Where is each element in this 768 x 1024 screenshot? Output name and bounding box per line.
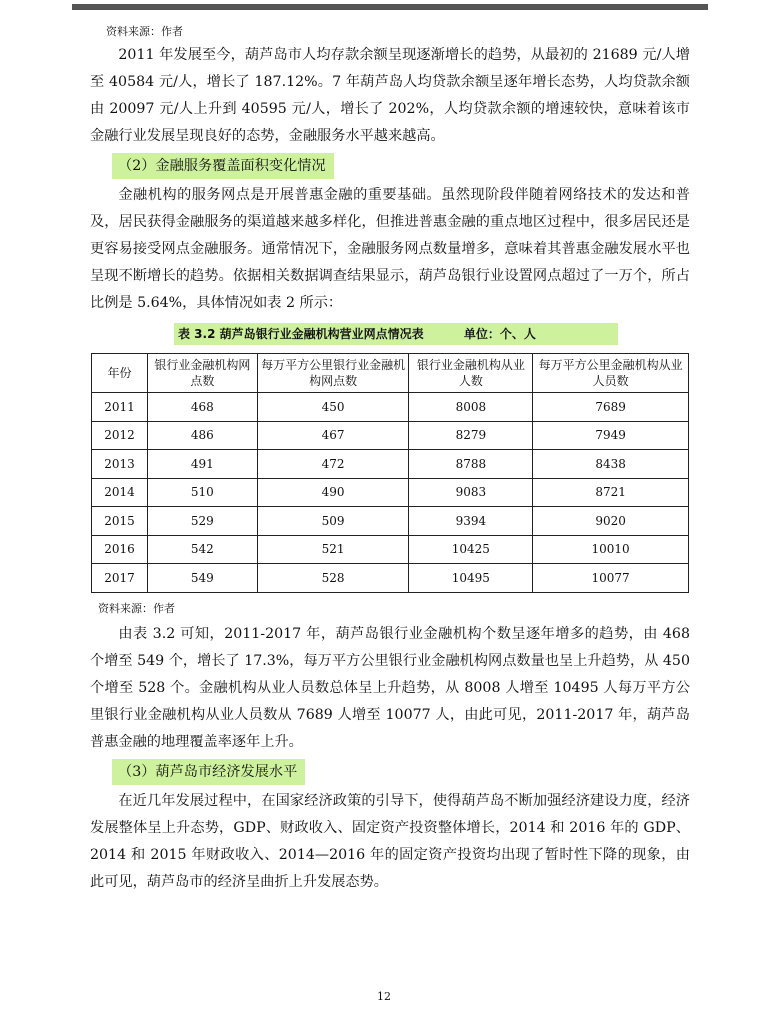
page-number: 12: [377, 990, 391, 1003]
header-employees: 银行业金融机构从业人数: [409, 354, 533, 393]
document-page: [90, 24, 690, 896]
cell-outlets: 491: [147, 450, 257, 479]
source-note: 资料来源：作者: [106, 25, 183, 38]
header-year: 年份: [92, 354, 148, 393]
cell-employees: 10425: [409, 535, 533, 564]
outlets-table: [91, 353, 689, 593]
cell-outlets-per-area: 528: [257, 564, 409, 593]
cell-outlets: 468: [147, 393, 257, 422]
table-row: [92, 535, 689, 564]
table-row: [92, 450, 689, 479]
cell-employees: 10495: [409, 564, 533, 593]
cell-outlets: 486: [147, 421, 257, 450]
cell-employees: 9083: [409, 478, 533, 507]
table-row: [92, 393, 689, 422]
cell-year: 2017: [92, 564, 148, 593]
cell-year: 2013: [92, 450, 148, 479]
cell-outlets: 549: [147, 564, 257, 593]
cell-outlets-per-area: 450: [257, 393, 409, 422]
paragraph-table-analysis: 由表 3.2 可知，2011-2017 年，葫芦岛银行业金融机构个数呈逐年增多的趋势，由 468 个增至 549 个，增长了 17.3%，每万平方公里银行业金融机构网点数量也呈上升趋势，从 450 个增至 528 个。金融机构从业人员数总体呈上升趋势，从 8008 人增至 10495 人每万平方公里银行业金融机构从业人员数从 7689 人增至 10077 人，由此可见，2011-2017 年，葫芦岛普惠金融的地理覆盖率逐年上升。: [90, 625, 690, 750]
cell-employees: 8279: [409, 421, 533, 450]
cell-employees-per-area: 7949: [533, 421, 689, 450]
cell-outlets: 510: [147, 478, 257, 507]
paragraph-deposit-loan: 2011 年发展至今，葫芦岛市人均存款余额呈现逐渐增长的趋势，从最初的 21689 元/人增至 40584 元/人，增长了 187.12%。7 年葫芦岛人均贷款余额呈逐年增长态势，人均贷款余额由 20097 元/人上升到 40595 元/人，增长了 202%，人均贷款余额的增速较快，意味着该市金融行业发展呈现良好的态势，金融服务水平越来越高。: [90, 47, 690, 144]
cell-employees: 8788: [409, 450, 533, 479]
cell-employees-per-area: 8438: [533, 450, 689, 479]
table-header-row: [92, 354, 689, 393]
cell-outlets-per-area: 509: [257, 507, 409, 536]
table-row: [92, 507, 689, 536]
cell-year: 2014: [92, 478, 148, 507]
table-unit: 单位：个、人: [463, 327, 536, 341]
cell-year: 2016: [92, 535, 148, 564]
source-note: 资料来源：作者: [98, 601, 175, 615]
table-row: [92, 478, 689, 507]
cell-employees-per-area: 9020: [533, 507, 689, 536]
cell-outlets-per-area: 467: [257, 421, 409, 450]
cell-year: 2011: [92, 393, 148, 422]
cell-outlets: 542: [147, 535, 257, 564]
cell-employees-per-area: 10010: [533, 535, 689, 564]
cell-employees-per-area: 10077: [533, 564, 689, 593]
table-row: [92, 421, 689, 450]
cell-employees-per-area: 8721: [533, 478, 689, 507]
section-heading-economy: （3）葫芦岛市经济发展水平: [112, 759, 305, 785]
cell-employees: 8008: [409, 393, 533, 422]
cell-outlets-per-area: 521: [257, 535, 409, 564]
cell-year: 2015: [92, 507, 148, 536]
header-rule: [72, 4, 708, 10]
paragraph-service-outlets: 金融机构的服务网点是开展普惠金融的重要基础。虽然现阶段伴随着网络技术的发达和普及，居民获得金融服务的渠道越来越多样化，但推进普惠金融的重点地区过程中，很多居民还是更容易接受网点金融服务。通常情况下，金融服务网点数量增多，意味着其普惠金融发展水平也呈现不断增长的趋势。依据相关数据调查结果显示，葫芦岛银行业设置网点超过了一万个，所占比例是 5.64%，具体情况如表 2 所示：: [90, 187, 690, 311]
section-heading-coverage: （2）金融服务覆盖面积变化情况: [112, 153, 334, 179]
cell-outlets: 529: [147, 507, 257, 536]
table-row: [92, 564, 689, 593]
cell-outlets-per-area: 472: [257, 450, 409, 479]
paragraph-economy: 在近几年发展过程中，在国家经济政策的引导下，使得葫芦岛不断加强经济建设力度，经济发展整体呈上升态势，GDP、财政收入、固定资产投资整体增长，2014 和 2016 年的 GDP、2014 和 2015 年财政收入、2014—2016 年的固定资产投资均出现了暂时性下降的现象，由此可见，葫芦岛市的经济呈曲折上升发展态势。: [90, 792, 690, 890]
cell-employees-per-area: 7689: [533, 393, 689, 422]
header-employees-per-area: 每万平方公里金融机构从业人员数: [533, 354, 689, 393]
table-caption: [174, 323, 618, 345]
cell-employees: 9394: [409, 507, 533, 536]
cell-outlets-per-area: 490: [257, 478, 409, 507]
cell-year: 2012: [92, 421, 148, 450]
table-title: 表 3.2 葫芦岛银行业金融机构营业网点情况表: [178, 327, 424, 341]
header-outlets-per-area: 每万平方公里银行业金融机构网点数: [257, 354, 409, 393]
header-outlets: 银行业金融机构网点数: [147, 354, 257, 393]
